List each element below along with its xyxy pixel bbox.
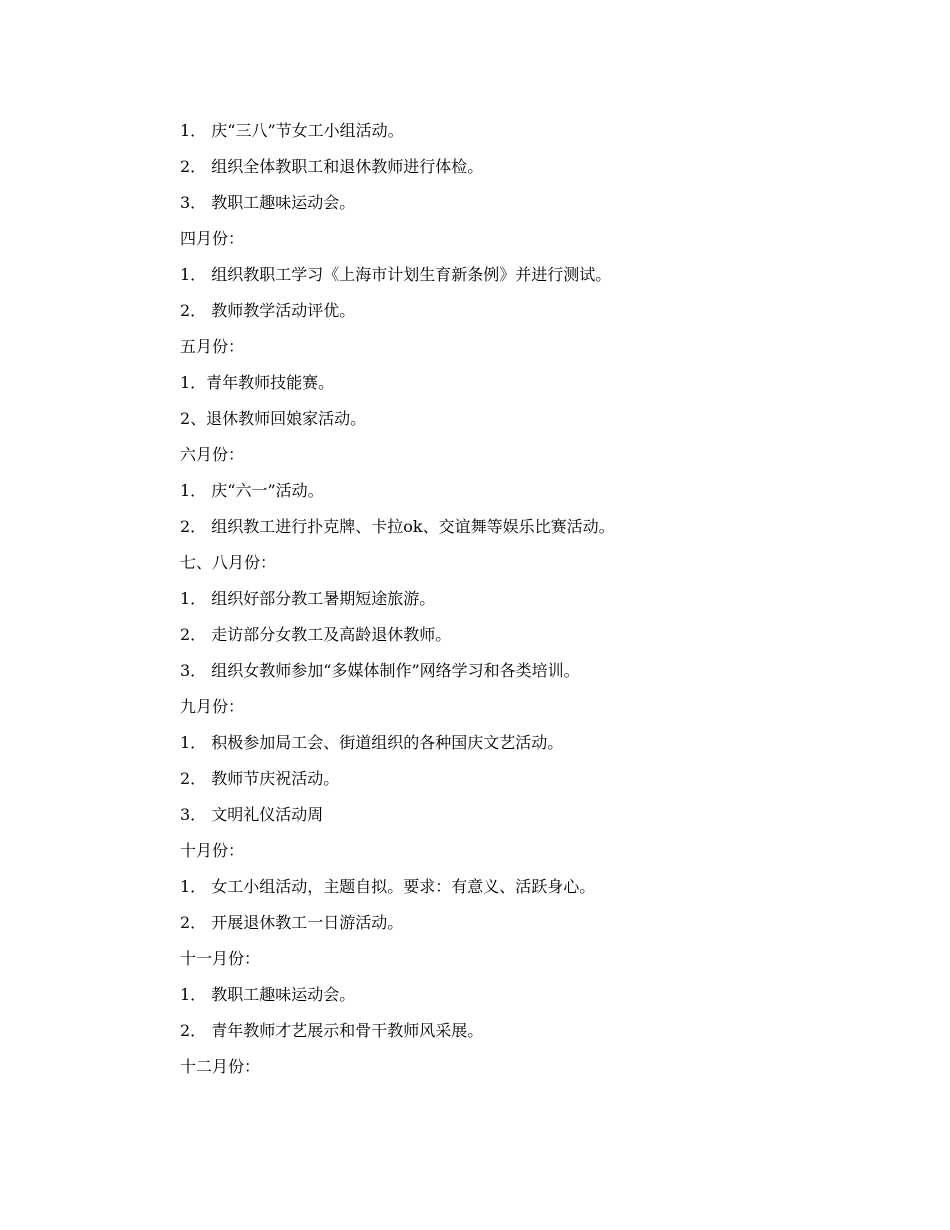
list-item: 1． 庆“六一”活动。 xyxy=(180,481,324,500)
list-item: 1． 积极参加局工会、街道组织的各种国庆文艺活动。 xyxy=(180,733,564,752)
list-item: 2、退休教师回娘家活动。 xyxy=(180,409,367,428)
month-heading: 六月份： xyxy=(180,445,245,464)
list-item: 1． 组织教职工学习《上海市计划生育新条例》并进行测试。 xyxy=(180,265,612,284)
list-item: 1． 庆“三八”节女工小组活动。 xyxy=(180,121,404,140)
list-item: 2． 开展退休教工一日游活动。 xyxy=(180,913,404,932)
month-heading: 七、八月份： xyxy=(180,553,277,572)
list-item: 3． 组织女教师参加“多媒体制作”网络学习和各类培训。 xyxy=(180,661,580,680)
month-heading: 五月份： xyxy=(180,337,245,356)
list-item: 1．青年教师技能赛。 xyxy=(180,373,335,392)
month-heading: 九月份： xyxy=(180,697,245,716)
list-item: 1． 女工小组活动，主题自拟。要求：有意义、活跃身心。 xyxy=(180,877,596,896)
list-item: 2． 组织教工进行扑克牌、卡拉ok、交谊舞等娱乐比赛活动。 xyxy=(180,517,615,536)
list-item: 3． 文明礼仪活动周 xyxy=(180,805,324,824)
list-item: 1． 教职工趣味运动会。 xyxy=(180,985,356,1004)
month-heading: 十月份： xyxy=(180,841,245,860)
list-item: 2． 组织全体教职工和退休教师进行体检。 xyxy=(180,157,484,176)
list-item: 2． 教师节庆祝活动。 xyxy=(180,769,340,788)
month-heading: 四月份： xyxy=(180,229,245,248)
list-item: 1． 组织好部分教工暑期短途旅游。 xyxy=(180,589,436,608)
list-item: 3． 教职工趣味运动会。 xyxy=(180,193,356,212)
month-heading: 十二月份： xyxy=(180,1057,261,1076)
month-heading: 十一月份： xyxy=(180,949,261,968)
list-item: 2． 青年教师才艺展示和骨干教师风采展。 xyxy=(180,1021,484,1040)
list-item: 2． 走访部分女教工及高龄退休教师。 xyxy=(180,625,452,644)
list-item: 2． 教师教学活动评优。 xyxy=(180,301,356,320)
document-body xyxy=(180,113,800,1085)
